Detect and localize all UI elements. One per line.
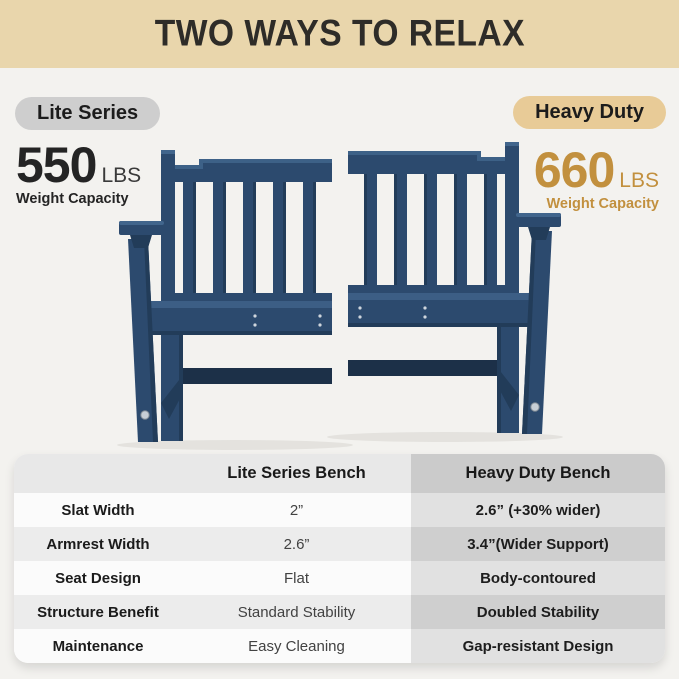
row-lite-value: 2”: [182, 493, 411, 527]
table-header-empty: [14, 454, 182, 493]
lite-capacity-value: 550: [16, 137, 97, 193]
row-label: Seat Design: [14, 561, 182, 595]
row-heavy-value: 2.6” (+30% wider): [411, 493, 665, 527]
page-title: TWO WAYS TO RELAX: [154, 12, 525, 55]
row-lite-value: Standard Stability: [182, 595, 411, 629]
row-lite-value: Flat: [182, 561, 411, 595]
table-header-lite: Lite Series Bench: [182, 454, 411, 493]
row-heavy-value: Body-contoured: [411, 561, 665, 595]
heavy-duty-badge: Heavy Duty: [513, 96, 666, 129]
bench-illustration: [95, 135, 585, 455]
heavy-capacity-value: 660: [533, 142, 615, 198]
lite-capacity-unit: LBS: [101, 164, 142, 187]
row-lite-value: 2.6”: [182, 527, 411, 561]
comparison-table: [14, 454, 665, 663]
heavy-capacity-unit: LBS: [619, 169, 659, 192]
row-heavy-value: Gap-resistant Design: [411, 629, 665, 663]
table-header-heavy: Heavy Duty Bench: [411, 454, 665, 493]
row-label: Maintenance: [14, 629, 182, 663]
row-heavy-value: 3.4”(Wider Support): [411, 527, 665, 561]
header-band: [0, 0, 679, 68]
heavy-capacity-label: Weight Capacity: [546, 196, 659, 212]
lite-capacity-label: Weight Capacity: [16, 191, 129, 207]
row-heavy-value: Doubled Stability: [411, 595, 665, 629]
row-label: Armrest Width: [14, 527, 182, 561]
row-lite-value: Easy Cleaning: [182, 629, 411, 663]
lite-series-badge: Lite Series: [15, 97, 160, 130]
row-label: Slat Width: [14, 493, 182, 527]
row-label: Structure Benefit: [14, 595, 182, 629]
